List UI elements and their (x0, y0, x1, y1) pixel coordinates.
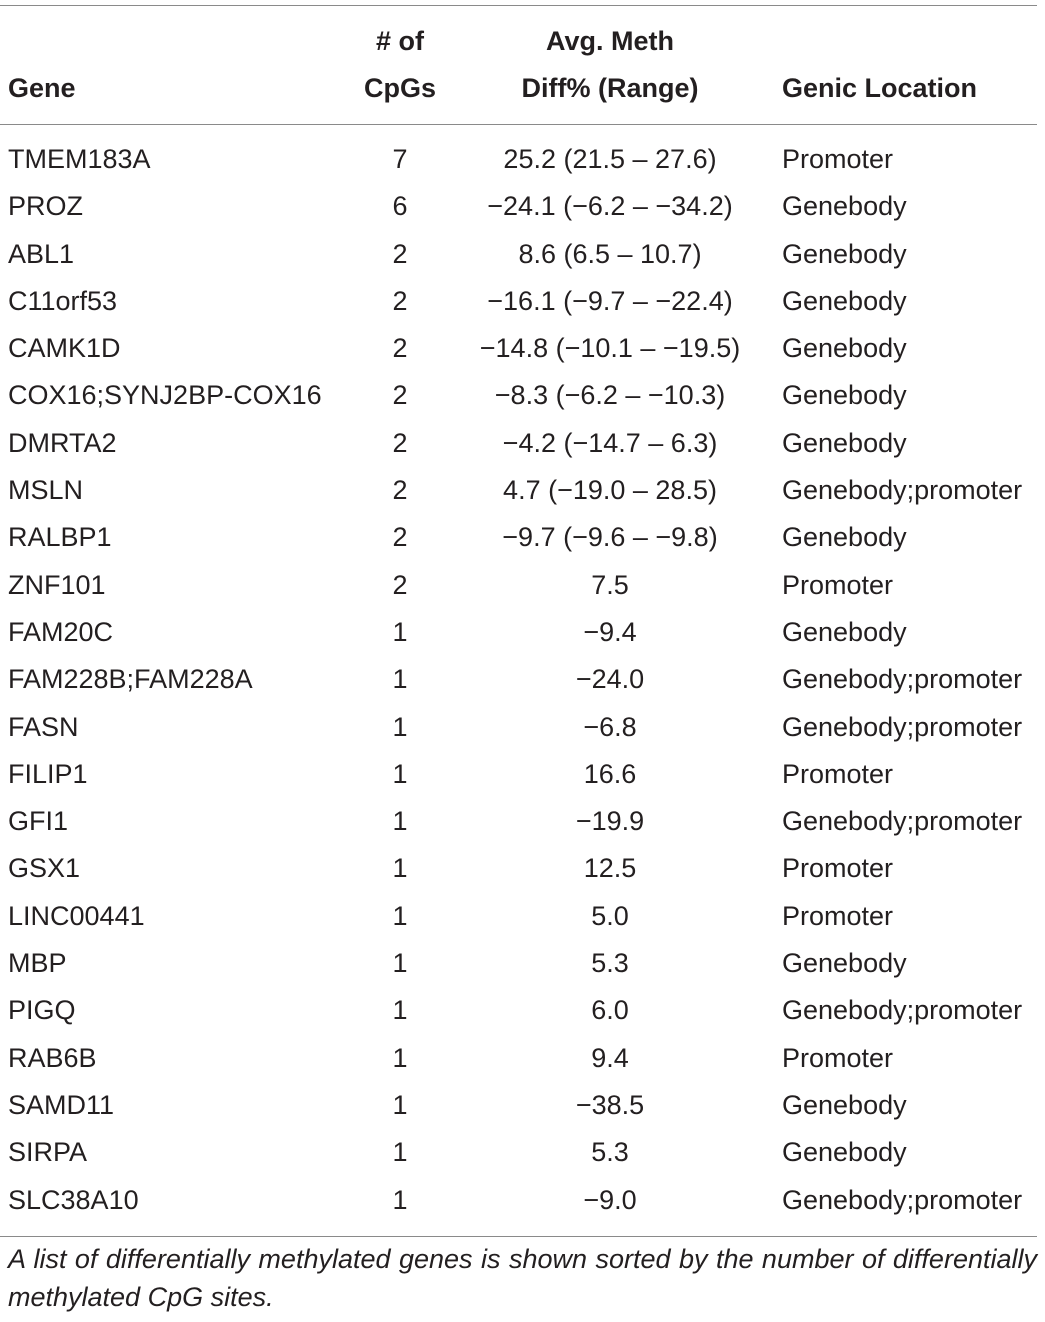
gene-cell: FILIP1 (8, 758, 88, 789)
genic-location-cell: Genebody (782, 191, 907, 222)
meth-diff-cell: 8.6 (6.5 – 10.7) (518, 238, 702, 269)
meth-diff-cell: 5.3 (591, 1137, 629, 1168)
table-row (0, 136, 1045, 183)
genic-location-cell: Genebody;promoter (782, 664, 1023, 695)
header-gene-label: Gene (8, 73, 76, 103)
header-cpgs-line2: CpGs (363, 73, 436, 103)
cpg-count-cell: 2 (392, 427, 408, 458)
genic-location-cell: Promoter (782, 144, 894, 174)
table-row (0, 183, 1045, 230)
header-gene (8, 65, 76, 112)
meth-diff-cell: 12.5 (583, 853, 637, 884)
meth-diff-cell: 9.4 (591, 1042, 629, 1073)
genic-location-cell: Genebody (782, 1137, 907, 1168)
meth-diff-cell: 25.2 (21.5 – 27.6) (503, 144, 717, 174)
meth-diff-cell: −16.1 (−9.7 – −22.4) (487, 285, 733, 316)
cpg-count-cell: 2 (392, 380, 408, 411)
meth-diff-cell: −14.8 (−10.1 – −19.5) (479, 333, 741, 364)
genic-location-cell: Genebody;promoter (782, 806, 1023, 837)
table-row (0, 467, 1045, 514)
cpg-count-cell: 1 (392, 616, 408, 647)
cpg-count-cell: 1 (392, 1042, 408, 1073)
cpg-count-cell: 1 (392, 948, 408, 979)
meth-diff-cell: 5.3 (591, 948, 629, 979)
gene-cell: CAMK1D (8, 333, 121, 364)
meth-diff-cell: −9.0 (583, 1184, 637, 1215)
meth-diff-cell: −8.3 (−6.2 – −10.3) (494, 380, 726, 411)
gene-cell: C11orf53 (8, 285, 118, 316)
table-row (0, 609, 1045, 656)
genic-location-cell: Genebody (782, 522, 907, 553)
genic-location-cell: Genebody (782, 380, 907, 411)
genic-location-cell: Genebody (782, 333, 907, 364)
table-row (0, 987, 1045, 1034)
gene-cell: MSLN (8, 475, 84, 506)
gene-cell: RALBP1 (8, 522, 112, 553)
gene-cell: FAM20C (8, 616, 114, 647)
meth-diff-cell: −4.2 (−14.7 – 6.3) (502, 427, 718, 458)
genic-location-cell: Genebody (782, 427, 907, 458)
meth-diff-cell: −6.8 (583, 711, 637, 742)
genic-location-cell: Promoter (782, 1042, 894, 1073)
header-meth-diff-line1: Avg. Meth (546, 26, 674, 56)
table-row (0, 751, 1045, 798)
header-meth-diff-line2: Diff% (Range) (521, 73, 699, 103)
meth-diff-cell: −38.5 (575, 1089, 645, 1120)
genic-location-cell: Genebody (782, 948, 907, 979)
gene-cell: DMRTA2 (8, 427, 117, 458)
table-row (0, 325, 1045, 372)
meth-diff-cell: −24.1 (−6.2 – −34.2) (487, 191, 733, 222)
gene-cell: FAM228B;FAM228A (8, 664, 253, 695)
genic-location-cell: Genebody (782, 616, 907, 647)
meth-diff-cell: 6.0 (591, 995, 629, 1026)
gene-cell: PROZ (8, 191, 84, 222)
cpg-count-cell: 1 (392, 1089, 408, 1120)
gene-cell: SAMD11 (8, 1089, 115, 1120)
table-row (0, 1082, 1045, 1129)
table-caption: A list of differentially methylated genes is shown sorted by the number of differentially methylated CpG sites. (8, 1244, 1037, 1312)
table-row (0, 231, 1045, 278)
cpg-count-cell: 2 (392, 475, 408, 506)
gene-cell: LINC00441 (8, 900, 145, 931)
gene-cell: MBP (8, 948, 67, 979)
table-bottom-rule (0, 1236, 1037, 1237)
table-row (0, 1129, 1045, 1176)
table-row (0, 656, 1045, 703)
cpg-count-cell: 1 (392, 806, 408, 837)
gene-cell: TMEM183A (8, 144, 151, 174)
header-cpgs-line1: # of (375, 26, 424, 56)
gene-cell: SLC38A10 (8, 1184, 139, 1215)
cpg-count-cell: 1 (392, 900, 408, 931)
gene-cell: GSX1 (8, 853, 81, 884)
table-body (0, 136, 1045, 1224)
header-rule (0, 124, 1037, 125)
cpg-count-cell: 1 (392, 995, 408, 1026)
table-row (0, 893, 1045, 940)
header-location (782, 65, 977, 112)
table-row (0, 562, 1045, 609)
genic-location-cell: Promoter (782, 853, 894, 884)
genic-location-cell: Promoter (782, 569, 894, 600)
meth-diff-cell: −9.4 (583, 616, 637, 647)
gene-cell: GFI1 (8, 806, 69, 837)
genic-location-cell: Genebody (782, 285, 907, 316)
gene-cell: RAB6B (8, 1042, 97, 1073)
cpg-count-cell: 1 (392, 664, 408, 695)
cpg-count-cell: 7 (392, 144, 408, 174)
cpg-count-cell: 2 (392, 569, 408, 600)
genic-location-cell: Genebody;promoter (782, 1184, 1023, 1215)
table-row (0, 845, 1045, 892)
table-row (0, 940, 1045, 987)
meth-diff-cell: 7.5 (591, 569, 629, 600)
genic-location-cell: Genebody (782, 238, 907, 269)
cpg-count-cell: 2 (392, 333, 408, 364)
table-row (0, 1177, 1045, 1224)
header-location-label: Genic Location (782, 73, 978, 103)
table-top-rule (0, 5, 1037, 6)
gene-cell: ABL1 (8, 238, 75, 269)
header-meth-diff (460, 18, 760, 112)
meth-diff-cell: 5.0 (591, 900, 629, 931)
table-row (0, 514, 1045, 561)
table-row (0, 704, 1045, 751)
cpg-count-cell: 6 (392, 191, 408, 222)
cpg-count-cell: 1 (392, 711, 408, 742)
cpg-count-cell: 2 (392, 238, 408, 269)
cpg-count-cell: 1 (392, 1184, 408, 1215)
table-row (0, 278, 1045, 325)
cpg-count-cell: 2 (392, 522, 408, 553)
cpg-count-cell: 1 (392, 758, 408, 789)
table-row (0, 1035, 1045, 1082)
meth-diff-cell: 16.6 (583, 758, 637, 789)
meth-diff-cell: −19.9 (575, 806, 645, 837)
gene-cell: PIGQ (8, 995, 76, 1026)
gene-cell: FASN (8, 711, 79, 742)
cpg-count-cell: 1 (392, 1137, 408, 1168)
gene-cell: SIRPA (8, 1137, 88, 1168)
genic-location-cell: Genebody;promoter (782, 995, 1023, 1026)
genic-location-cell: Promoter (782, 900, 894, 931)
gene-cell: ZNF101 (8, 569, 106, 600)
genic-location-cell: Genebody;promoter (782, 711, 1023, 742)
header-cpgs (360, 18, 440, 112)
table-row (0, 420, 1045, 467)
meth-diff-cell: 4.7 (−19.0 – 28.5) (503, 475, 717, 506)
cpg-count-cell: 1 (392, 853, 408, 884)
genic-location-cell: Genebody;promoter (782, 475, 1023, 506)
gene-cell: COX16;SYNJ2BP-COX16 (8, 380, 322, 411)
cpg-count-cell: 2 (392, 285, 408, 316)
meth-diff-cell: −24.0 (575, 664, 645, 695)
genic-location-cell: Genebody (782, 1089, 907, 1120)
meth-diff-cell: −9.7 (−9.6 – −9.8) (502, 522, 718, 553)
table-row (0, 372, 1045, 419)
genic-location-cell: Promoter (782, 758, 894, 789)
table-row (0, 798, 1045, 845)
